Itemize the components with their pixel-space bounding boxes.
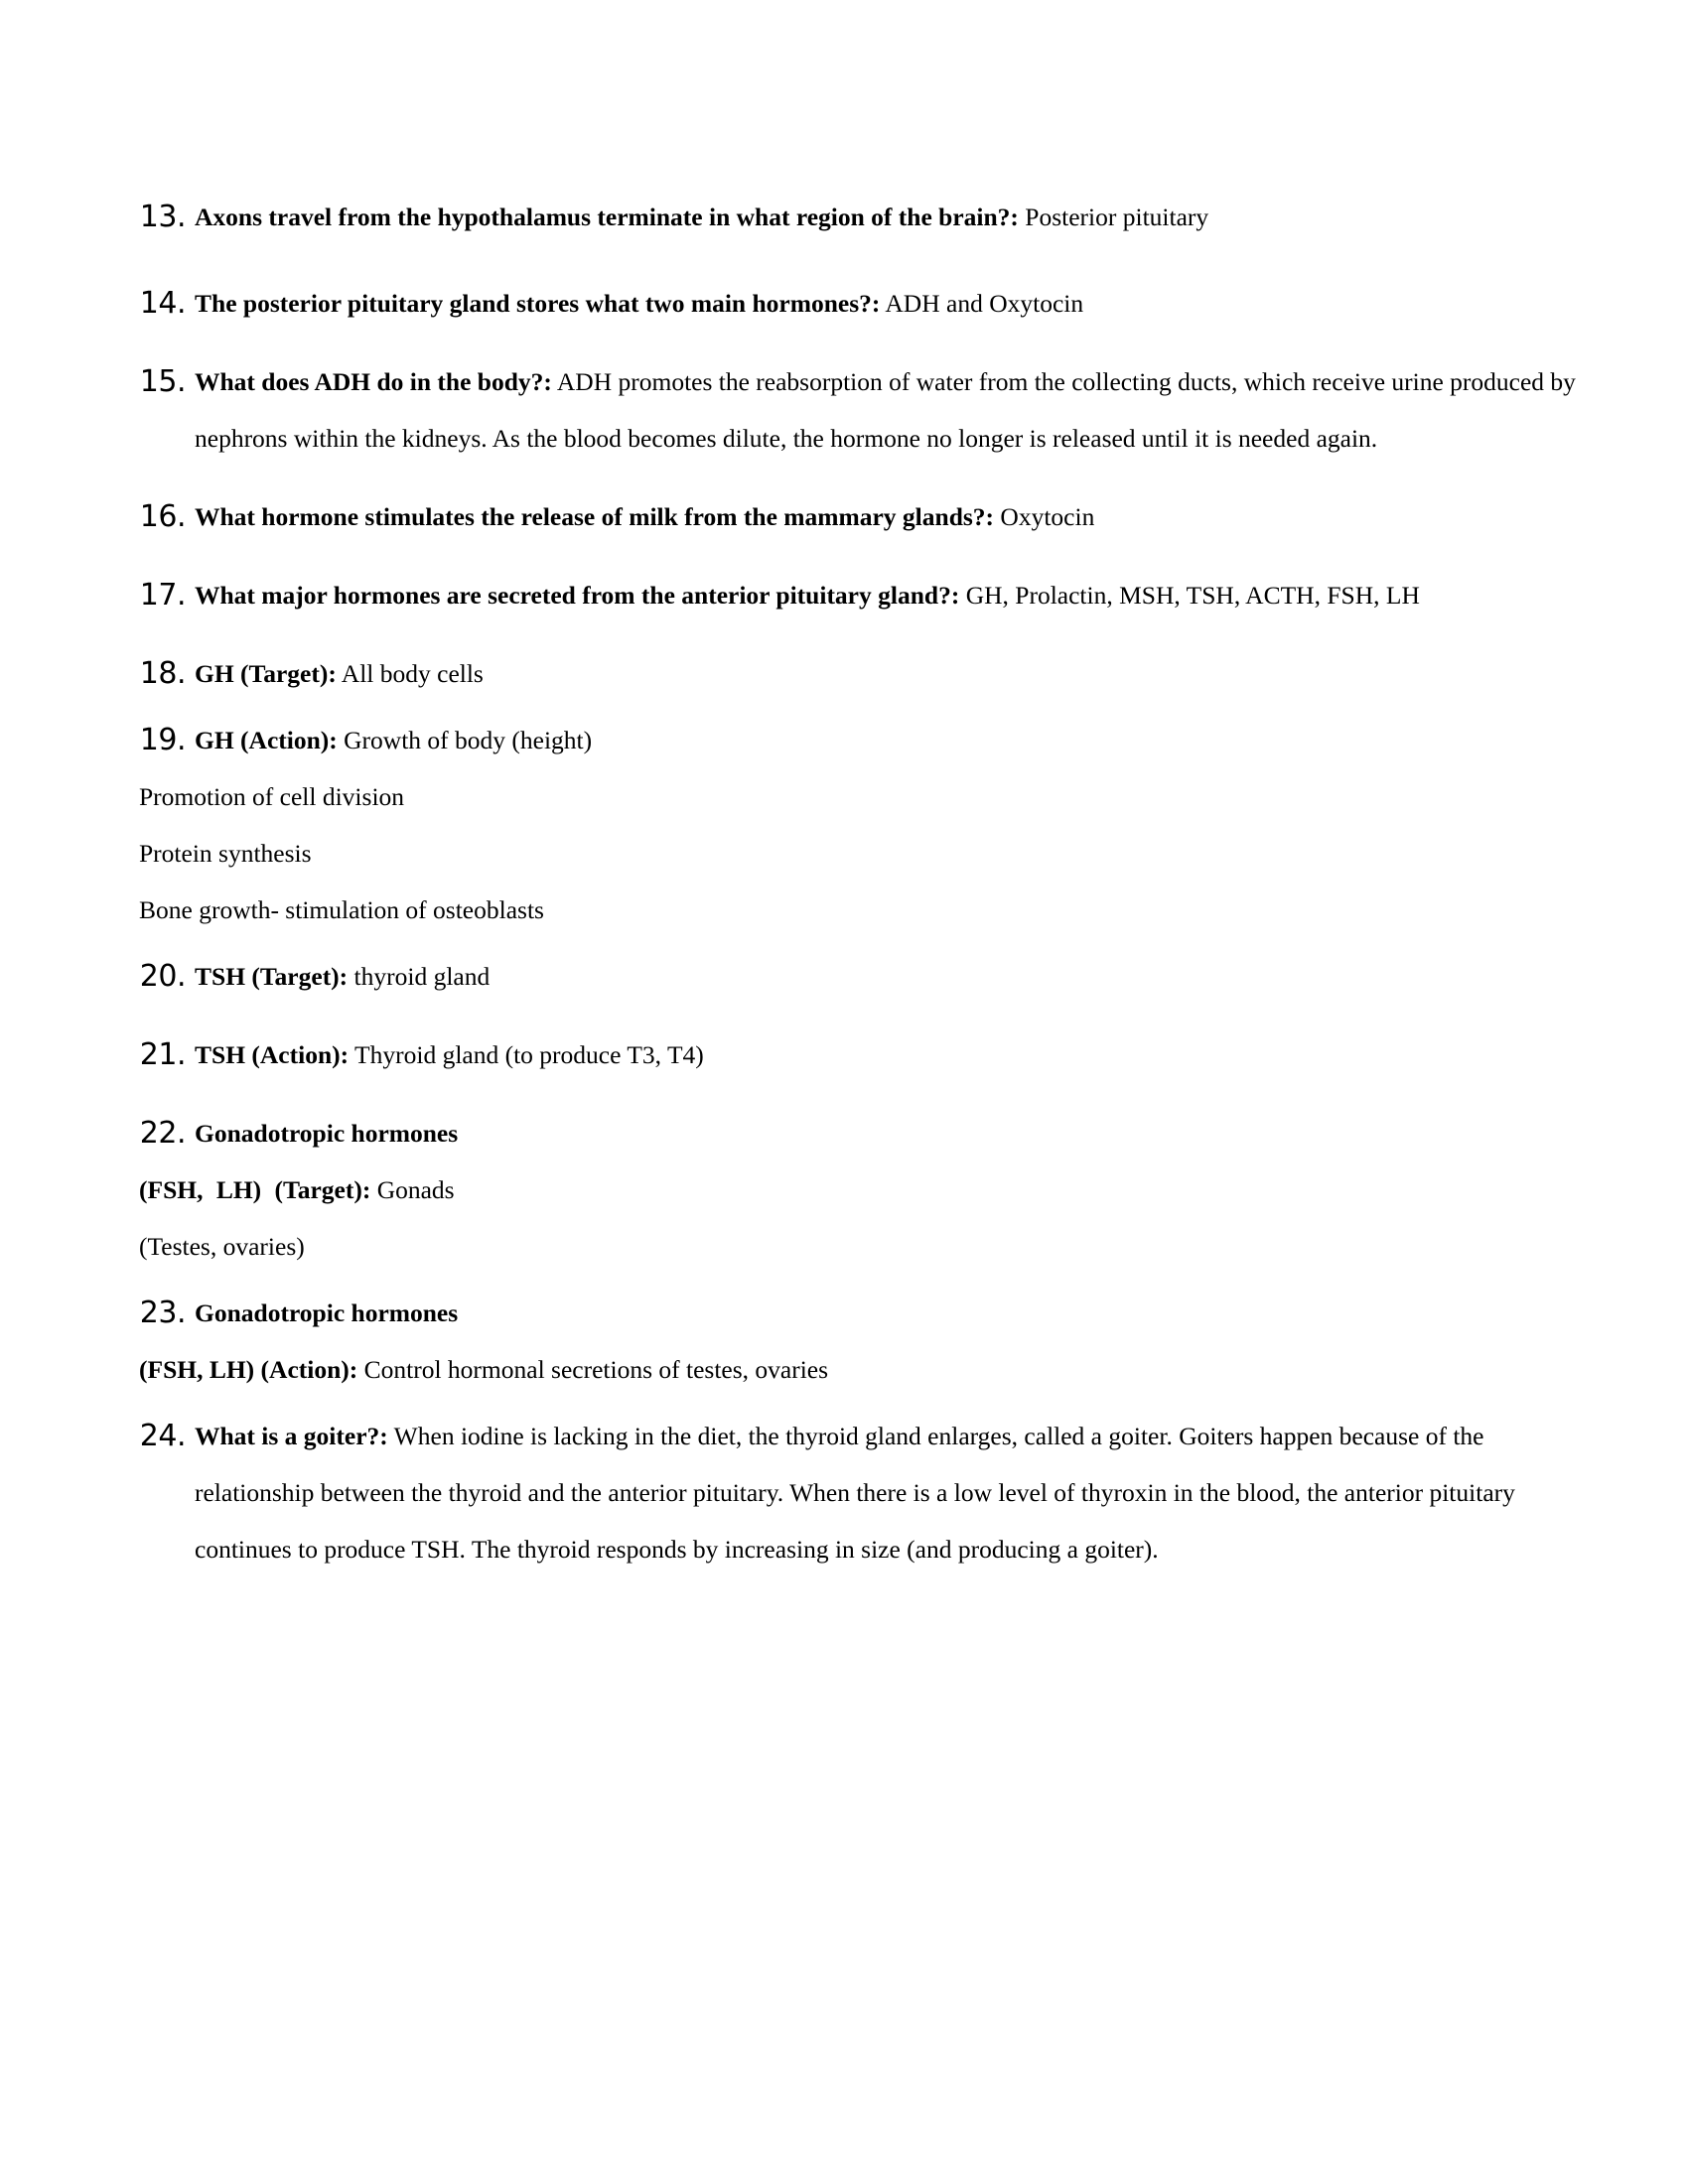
- list-item-18: [139, 645, 1579, 702]
- answer-text: Posterior pituitary: [1018, 203, 1209, 231]
- gonadotropic-target-value: Gonads: [370, 1175, 455, 1204]
- answer-text: GH, Prolactin, MSH, TSH, ACTH, FSH, LH: [959, 581, 1420, 610]
- item-number: 18.: [139, 656, 186, 691]
- item-number: 21.: [139, 1037, 186, 1072]
- answer-text: thyroid gland: [348, 962, 491, 991]
- answer-text: Thyroid gland (to produce T3, T4): [349, 1040, 704, 1069]
- list-item-20: [139, 948, 1579, 1005]
- answer-text: All body cells: [336, 659, 484, 688]
- list-item-23: [139, 1285, 1579, 1341]
- question-text: The posterior pituitary gland stores what two main hormones?:: [195, 289, 881, 318]
- list-item-21: [139, 1026, 1579, 1083]
- gonadotropic-target-label: (FSH, LH) (Target):: [139, 1175, 371, 1204]
- question-text: What hormone stimulates the release of milk from the mammary glands?:: [195, 502, 995, 531]
- question-text: What does ADH do in the body?:: [195, 367, 552, 396]
- question-text: Gonadotropic hormones: [195, 1119, 459, 1148]
- item-number: 14.: [139, 286, 186, 321]
- question-text: Gonadotropic hormones: [195, 1298, 459, 1327]
- answer-text: When iodine is lacking in the diet, the thyroid gland enlarges, called a goiter. Goiters happen because of the relationship between the thyroid and the anterior pituitary. When there is a low level of thyroxin in the blood, the anterior pituitary continues to produce TSH. The thyroid responds by increasing in size (and producing a goiter).: [195, 1422, 1515, 1564]
- gonadotropic-action-label: (FSH, LH) (Action):: [139, 1355, 358, 1384]
- answer-text: Oxytocin: [994, 502, 1095, 531]
- item-number: 24.: [139, 1419, 186, 1453]
- question-text: TSH (Action):: [195, 1040, 350, 1069]
- gonadotropic-target-line: [139, 1161, 1579, 1218]
- question-text: What is a goiter?:: [195, 1422, 388, 1450]
- question-text: TSH (Target):: [195, 962, 349, 991]
- answer-text: Growth of body (height): [337, 726, 593, 754]
- item-number: 17.: [139, 578, 186, 613]
- gh-action-line-bone: Bone growth- stimulation of osteoblasts: [139, 895, 544, 924]
- list-item-13: [139, 189, 1579, 245]
- answer-text: ADH and Oxytocin: [880, 289, 1084, 318]
- item-number: 23.: [139, 1296, 186, 1330]
- question-text: What major hormones are secreted from the anterior pituitary gland?:: [195, 581, 960, 610]
- list-item-24: [139, 1408, 1579, 1577]
- item-number: 19.: [139, 723, 186, 757]
- answer-text: ADH promotes the reabsorption of water from the collecting ducts, which receive urine produced by nephrons within the kidneys. As the blood becomes dilute, the hormone no longer is released until it is needed again.: [195, 367, 1576, 453]
- item-number: 13.: [139, 200, 186, 234]
- question-text: Axons travel from the hypothalamus terminate in what region of the brain?:: [195, 203, 1019, 231]
- list-item-14: [139, 275, 1579, 332]
- list-item-16: [139, 488, 1579, 545]
- gh-action-line-protein: Protein synthesis: [139, 839, 312, 868]
- item-number: 22.: [139, 1116, 186, 1151]
- list-item-15: [139, 353, 1579, 467]
- list-item-22: [139, 1105, 1579, 1161]
- list-item-19: [139, 712, 1579, 768]
- item-number: 16.: [139, 499, 186, 534]
- qa-list: [139, 189, 1579, 1577]
- question-text: GH (Action):: [195, 726, 338, 754]
- gonadotropic-action-value: Control hormonal secretions of testes, ovaries: [357, 1355, 829, 1384]
- item-number: 15.: [139, 364, 186, 399]
- list-item-17: [139, 567, 1579, 623]
- gonadotropic-action-line: [139, 1341, 1579, 1398]
- gh-action-line-promotion: Promotion of cell division: [139, 782, 405, 811]
- question-text: GH (Target):: [195, 659, 337, 688]
- item-number: 20.: [139, 959, 186, 994]
- gonadotropic-target-line-2: (Testes, ovaries): [139, 1232, 305, 1261]
